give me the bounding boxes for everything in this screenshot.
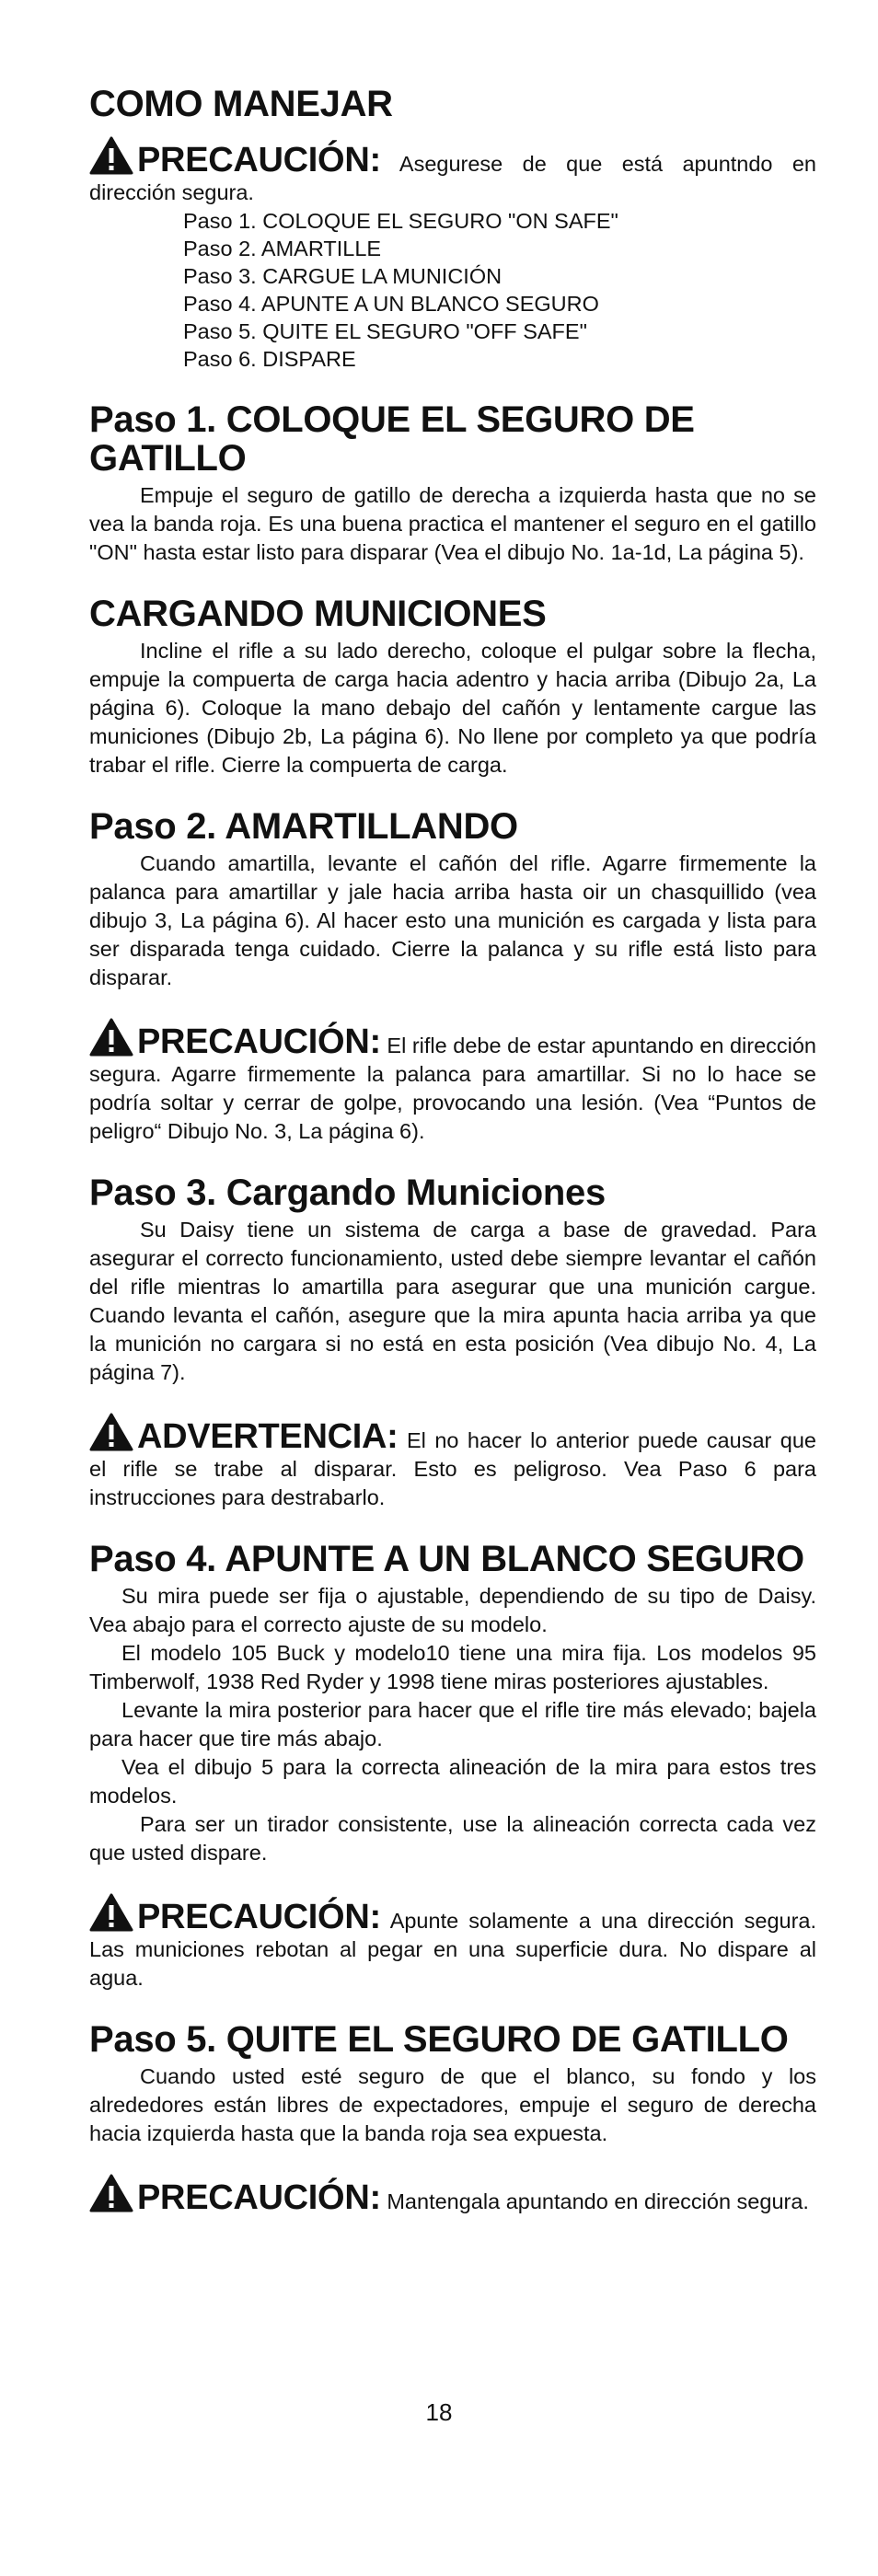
intro-warning (89, 136, 816, 207)
paso4-heading: Paso 4. APUNTE A UN BLANCO SEGURO (89, 1539, 804, 1579)
steps-list (183, 207, 816, 373)
step-item: Paso 3. CARGUE LA MUNICIÓN (183, 264, 503, 288)
warning-paso4 (89, 1893, 816, 1993)
paso4-p1: Su mira puede ser fija o ajustable, dependiendo de su tipo de Daisy. Vea abajo para el correcto ajuste de su modelo. (89, 1584, 816, 1636)
warning-text: El no hacer lo anterior puede causar que el rifle se trabe al disparar. Esto es peligroso. Vea Paso 6 para instrucciones para destrabarlo. (89, 1428, 816, 1509)
warning-tag: ADVERTENCIA: (137, 1417, 399, 1456)
warning-triangle-icon (89, 1018, 133, 1057)
step-item: Paso 6. DISPARE (183, 347, 356, 371)
paso4-p3: Levante la mira posterior para hacer que el rifle tire más elevado; bajela para hacer que tire más abajo. (89, 1698, 816, 1750)
warning-triangle-icon (89, 1413, 133, 1451)
warning-tag: PRECAUCIÓN: (137, 1022, 381, 1061)
warning-tag: PRECAUCIÓN: (137, 1898, 381, 1936)
paso4-p2: El modelo 105 Buck y modelo10 tiene una mira fija. Los modelos 95 Timberwolf, 1938 Red Ryder y 1998 tiene miras posteriores ajustables. (89, 1641, 816, 1693)
paso3-text: Su Daisy tiene un sistema de carga a base de gravedad. Para asegurar el correcto funcionamiento, usted debe siempre levantar el cañón del rifle mientras lo amartilla para asegurar que una munición cargue. Cuando levanta el cañón, asegure que la mira apunta hacia arriba ya que la munición no cargara si no está en esta posición (Vea dibujo No. 4, La página 7). (89, 1218, 816, 1384)
step-item: Paso 1. COLOQUE EL SEGURO "ON SAFE" (183, 209, 618, 233)
warning-tag: PRECAUCIÓN: (137, 141, 381, 179)
warning-triangle-icon (89, 136, 133, 175)
warning-text: Mantengala apuntando en dirección segura. (387, 2189, 809, 2213)
paso5-heading: Paso 5. QUITE EL SEGURO DE GATILLO (89, 2019, 789, 2060)
paso4-p5: Para ser un tirador consistente, use la alineación correcta cada vez que usted dispare. (89, 1812, 816, 1865)
step-item: Paso 5. QUITE EL SEGURO "OFF SAFE" (183, 319, 587, 343)
warning-paso3 (89, 1413, 816, 1512)
page-number: 18 (425, 2398, 453, 2426)
cargando-text: Incline el rifle a su lado derecho, coloque el pulgar sobre la flecha, empuje la compuerta de carga hacia adentro y hacia arriba (Dibujo 2a, La página 6). Coloque la mano debajo del cañón y lentamente cargue las municiones (Dibujo 2b, La página 6). No llene por completo ya que podría trabar el rifle. Cierre la compuerta de carga. (89, 639, 816, 777)
warning-text: Apunte solamente a una dirección segura. Las municiones rebotan al pegar en una superficie dura. No dispare al agua. (89, 1909, 817, 1990)
paso1-heading: Paso 1. COLOQUE EL SEGURO DE GATILLO (89, 399, 695, 479)
warning-triangle-icon (89, 1893, 133, 1932)
warning-paso5 (89, 2174, 816, 2216)
cargando-heading: CARGANDO MUNICIONES (89, 594, 547, 634)
paso2-heading: Paso 2. AMARTILLANDO (89, 806, 518, 847)
warning-text: El rifle debe de estar apuntando en dirección segura. Agarre firmemente la palanca para amartillar. Si no lo hace se podría soltar y cerrar de golpe, provocando una lesión. (Vea “Puntos de peligro“ Dibujo No. 3, La página 6). (89, 1034, 816, 1143)
warning-text: Asegurese de que está apuntndo en dirección segura. (89, 152, 817, 204)
paso5-text: Cuando usted esté seguro de que el blanco, su fondo y los alrededores están libres de expectadores, empuje el seguro de derecha hacia izquierda hasta que la banda roja sea expuesta. (89, 2064, 816, 2145)
manual-page (89, 85, 816, 2216)
paso1-text: Empuje el seguro de gatillo de derecha a izquierda hasta que no se vea la banda roja. Es una buena practica el mantener el seguro en el gatillo "ON" hasta estar listo para disparar (Vea el dibujo No. 1a-1d, La página 5). (89, 483, 816, 564)
warning-paso2 (89, 1018, 816, 1146)
warning-triangle-icon (89, 2174, 133, 2212)
step-item: Paso 4. APUNTE A UN BLANCO SEGURO (183, 292, 599, 316)
warning-tag: PRECAUCIÓN: (137, 2178, 381, 2217)
paso3-heading: Paso 3. Cargando Municiones (89, 1172, 606, 1213)
paso2-text: Cuando amartilla, levante el cañón del rifle. Agarre firmemente la palanca para amartillar y jale hacia arriba hasta oir un chasquillido (vea dibujo 3, La página 6). Al hacer esto una munición es cargada y lista para ser disparada tenga cuidado. Cierre la palanca y su rifle está listo para disparar. (89, 851, 816, 989)
paso4-p4: Vea el dibujo 5 para la correcta alineación de la mira para estos tres modelos. (89, 1755, 816, 1808)
page-title: COMO MANEJAR (89, 84, 393, 124)
step-item: Paso 2. AMARTILLE (183, 237, 382, 260)
